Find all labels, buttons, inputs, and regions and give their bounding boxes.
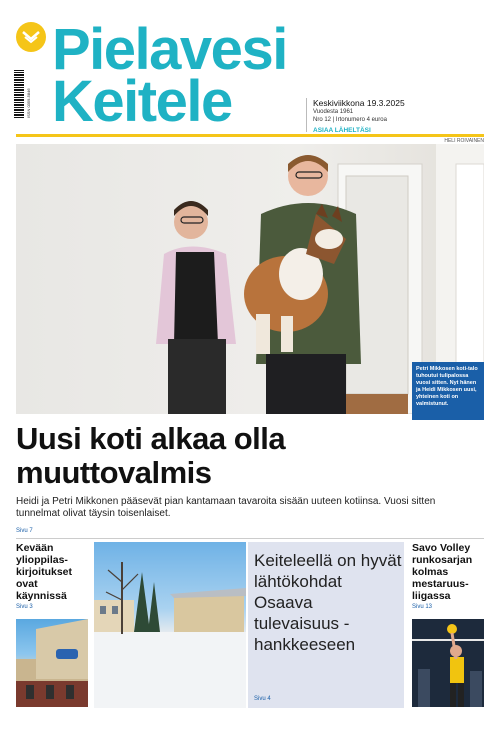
logo-icon	[16, 22, 46, 52]
slogan: ASIAA LÄHELTÄSI	[313, 127, 371, 134]
school-building-illustration	[16, 619, 88, 707]
teaser-middle-title[interactable]: Keiteleellä on hyvät lähtökohdat Osaava tulevaisuus -hankkeeseen	[254, 551, 402, 654]
teaser-left-title[interactable]: Kevään ylioppilas-kirjoitukset ovat käynnissä	[16, 542, 73, 602]
teaser-right-title[interactable]: Savo Volley runkosarjan kolmas mestaruus-liigassa	[412, 542, 473, 602]
teaser-right-photo[interactable]	[412, 619, 484, 707]
chevron-logo-icon	[21, 29, 41, 45]
masthead-title-line-2: Keitele	[52, 69, 232, 134]
teaser-right-page-ref[interactable]: Sivu 13	[412, 604, 433, 610]
teaser-middle-page-ref[interactable]: Sivu 4	[254, 696, 271, 702]
teaser-left-page-ref[interactable]: Sivu 3	[16, 604, 33, 610]
masthead-divider	[16, 134, 484, 137]
barcode-text: ISSN 0359-5846	[26, 88, 31, 118]
photo-caption: Petri Mikkosen koti-talo tuhoutui tulipalossa vuosi sitten. Nyt hänen ja Heidi Mikkosen uusi, yhteinen koti on valmistunut.	[412, 362, 484, 420]
founded-text: Vuodesta 1961	[313, 109, 354, 115]
main-lead: Heidi ja Petri Mikkonen pääsevät pian kantamaan tavaroita sisään uuteen kotiinsa. Vuosi sitten tunnelmat olivat täysin toisenlaiset.	[16, 496, 436, 519]
teaser-middle-photo[interactable]	[94, 542, 246, 708]
volleyball-player-illustration	[412, 619, 484, 707]
winter-town-illustration	[94, 542, 246, 708]
masthead-title-line-1: Pielavesi	[52, 17, 287, 82]
main-page-ref[interactable]: Sivu 7	[16, 528, 33, 534]
issue-meta	[306, 98, 405, 132]
teaser-left-photo[interactable]	[16, 619, 88, 707]
barcode-icon	[14, 70, 24, 118]
photo-credit: HELI ROIVAINEN	[444, 138, 484, 144]
main-headline[interactable]: Uusi koti alkaa olla muuttovalmis	[16, 421, 286, 490]
section-divider	[16, 538, 484, 539]
issue-number: Nro 12 | Irtonumero 4 euroa	[313, 117, 387, 123]
issue-date: Keskiviikkona 19.3.2025	[313, 98, 405, 108]
